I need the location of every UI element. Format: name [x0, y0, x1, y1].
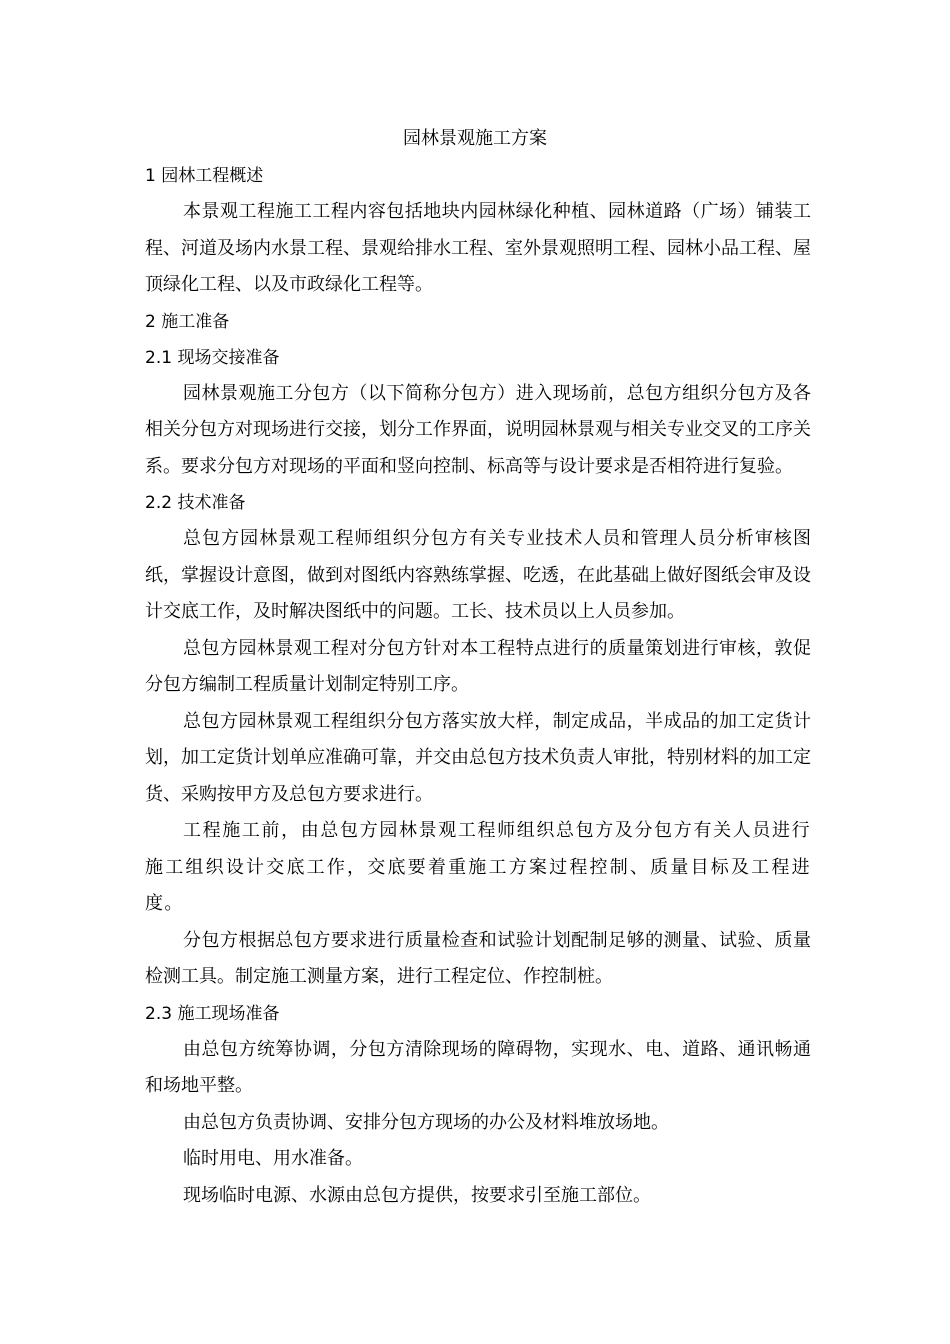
- paragraph-drawing-review: 总包方园林景观工程师组织分包方有关专业技术人员和管理人员分析审核图纸，掌握设计意图，做到对图纸内容熟练掌握、吃透，在此基础上做好图纸会审及设计交底工作，及时解决图纸中的问题。工长、技术员以上人员参加。: [145, 528, 811, 622]
- paragraph-power-water-source: 现场临时电源、水源由总包方提供，按要求引至施工部位。: [183, 1184, 651, 1206]
- paragraph-ordering-plan: 总包方园林景观工程组织分包方落实放大样，制定成品，半成品的加工定货计划，加工定货计划单应准确可靠，并交由总包方技术负责人审批，特别材料的加工定货、采购按甲方及总包方要求进行。: [145, 710, 811, 805]
- paragraph-overview: 本景观工程施工工程内容包括地块内园林绿化种植、园林道路（广场）铺装工程、河道及场内水景工程、景观给排水工程、室外景观照明工程、园林小品工程、屋顶绿化工程、以及市政绿化工程等。: [145, 201, 811, 295]
- paragraph-design-briefing: 工程施工前，由总包方园林景观工程师组织总包方及分包方有关人员进行施工组织设计交底工作，交底要着重施工方案过程控制、质量目标及工程进度。: [145, 820, 811, 914]
- paragraph-office-storage: 由总包方负责协调、安排分包方现场的办公及材料堆放场地。: [183, 1111, 669, 1133]
- section-heading-2-1: 2.1 现场交接准备: [145, 347, 280, 368]
- paragraph-temporary-utilities: 临时用电、用水准备。: [183, 1148, 363, 1169]
- section-heading-2-3: 2.3 施工现场准备: [145, 1003, 280, 1024]
- paragraph-inspection-tools: 分包方根据总包方要求进行质量检查和试验计划配制足够的测量、试验、质量检测工具。制定施工测量方案，进行工程定位、作控制桩。: [145, 929, 811, 987]
- document-title: 园林景观施工方案: [403, 128, 547, 149]
- document-body: [145, 158, 811, 1214]
- paragraph-site-handover: 园林景观施工分包方（以下简称分包方）进入现场前，总包方组织分包方及各相关分包方对现场进行交接，划分工作界面，说明园林景观与相关专业交叉的工序关系。要求分包方对现场的平面和竖向控制、标高等与设计要求是否相符进行复验。: [145, 382, 811, 477]
- section-heading-2: 2 施工准备: [145, 311, 230, 332]
- paragraph-quality-planning: 总包方园林景观工程对分包方针对本工程特点进行的质量策划进行审核，敦促分包方编制工程质量计划制定特别工序。: [145, 637, 811, 695]
- paragraph-site-clearing: 由总包方统筹协调，分包方清除现场的障碍物，实现水、电、道路、通讯畅通和场地平整。: [145, 1038, 811, 1096]
- section-heading-1: 1 园林工程概述: [145, 166, 264, 186]
- section-heading-2-2: 2.2 技术准备: [145, 493, 246, 513]
